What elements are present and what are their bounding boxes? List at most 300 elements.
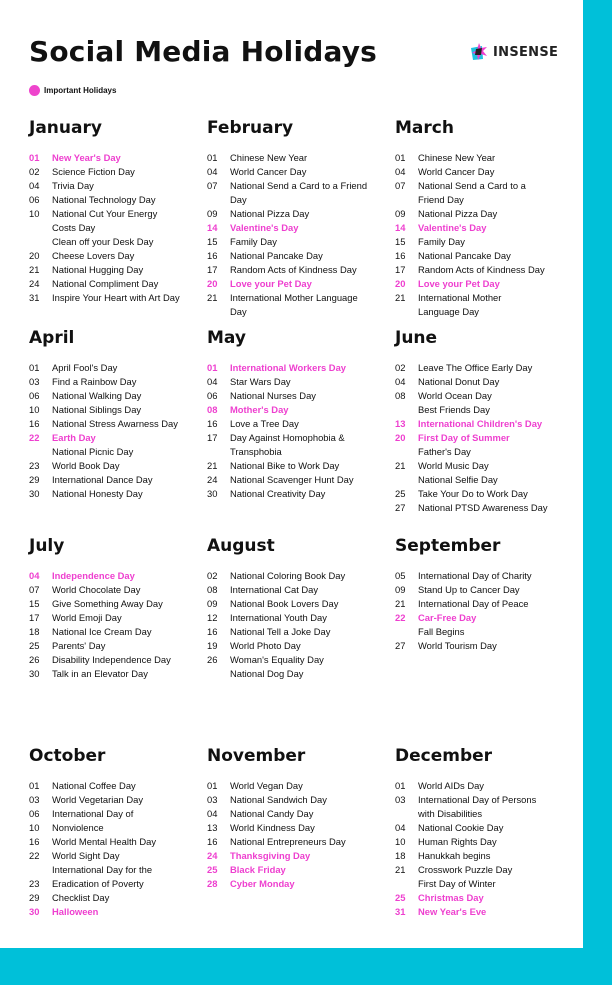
holiday-name: Chinese New Year (418, 152, 496, 163)
holiday-name: Friend Day (418, 194, 464, 205)
holiday-name: Cyber Monday (230, 878, 295, 889)
holiday-item (207, 207, 397, 221)
holiday-list (29, 361, 219, 501)
holiday-day: 06 (29, 808, 40, 819)
holiday-name: Transphobia (230, 446, 282, 457)
holiday-name: World Cancer Day (230, 166, 307, 177)
holiday-day (29, 863, 52, 877)
holiday-item (395, 473, 585, 487)
holiday-day: 01 (207, 780, 218, 791)
holiday-item (29, 445, 219, 459)
star-logo-icon (470, 43, 489, 61)
holiday-day: 16 (207, 836, 218, 847)
holiday-item (29, 291, 219, 305)
holiday-day: 15 (395, 236, 406, 247)
holiday-item (29, 389, 219, 403)
holiday-name: National Nurses Day (230, 390, 316, 401)
holiday-day: 20 (29, 250, 40, 261)
holiday-item (207, 597, 397, 611)
holiday-name: Best Friends Day (418, 404, 490, 415)
holiday-name: National Pizza Day (230, 208, 310, 219)
holiday-name: Earth Day (52, 432, 96, 443)
holiday-day (395, 445, 418, 459)
holiday-item (395, 583, 585, 597)
holiday-name: International Dance Day (52, 474, 153, 485)
holiday-name: Costs Day (52, 222, 96, 233)
holiday-day: 01 (207, 152, 218, 163)
holiday-name: International Cat Day (230, 584, 319, 595)
page-title: Social Media Holidays (29, 35, 378, 68)
holiday-name: Fall Begins (418, 626, 465, 637)
holiday-day: 25 (29, 640, 40, 651)
holiday-item (29, 863, 219, 877)
holiday-name: Day (230, 306, 247, 317)
holiday-item (29, 207, 219, 221)
holiday-name: Thanksgiving Day (230, 850, 311, 861)
holiday-item (395, 487, 585, 501)
holiday-day: 10 (29, 822, 40, 833)
holiday-name: Hanukkah begins (418, 850, 491, 861)
holiday-item-important (395, 221, 585, 235)
holiday-item (207, 583, 397, 597)
month-title: January (29, 118, 102, 138)
holiday-item (207, 779, 397, 793)
holiday-item (29, 807, 219, 821)
holiday-name: Eradication of Poverty (52, 878, 144, 889)
holiday-day: 04 (29, 180, 40, 191)
holiday-name: Star Wars Day (230, 376, 291, 387)
holiday-item (29, 835, 219, 849)
holiday-day: 15 (207, 236, 218, 247)
holiday-day: 15 (29, 598, 40, 609)
holiday-item (395, 193, 585, 207)
holiday-name: First Day of Winter (418, 878, 496, 889)
holiday-day: 16 (207, 626, 218, 637)
holiday-day: 21 (207, 292, 218, 303)
holiday-name: World Music Day (418, 460, 489, 471)
legend (29, 85, 116, 96)
holiday-day: 22 (395, 612, 406, 623)
holiday-day (395, 877, 418, 891)
month-title: April (29, 328, 75, 348)
month-september (395, 536, 585, 653)
holiday-item (29, 221, 219, 235)
holiday-day: 21 (395, 292, 406, 303)
holiday-name: World Book Day (52, 460, 120, 471)
logo-text: INSENSE (493, 44, 559, 60)
holiday-day: 24 (29, 278, 40, 289)
holiday-item-important (29, 151, 219, 165)
holiday-name: Language Day (418, 306, 479, 317)
holiday-name: National Book Lovers Day (230, 598, 339, 609)
holiday-item (29, 417, 219, 431)
holiday-name: Parents' Day (52, 640, 106, 651)
holiday-name: Love your Pet Day (418, 278, 500, 289)
holiday-item (207, 807, 397, 821)
holiday-item-important (207, 849, 397, 863)
holiday-day: 04 (395, 376, 406, 387)
holiday-list (29, 779, 219, 919)
holiday-day: 03 (29, 376, 40, 387)
holiday-day: 21 (395, 864, 406, 875)
holiday-name: Father's Day (418, 446, 471, 457)
holiday-day (207, 305, 230, 319)
holiday-day: 09 (395, 208, 406, 219)
holiday-day: 10 (29, 404, 40, 415)
holiday-name: Day (230, 194, 247, 205)
holiday-item (29, 639, 219, 653)
holiday-name: Science Fiction Day (52, 166, 135, 177)
holiday-day: 26 (207, 654, 218, 665)
holiday-item (29, 877, 219, 891)
month-title: July (29, 536, 65, 556)
holiday-day: 21 (29, 264, 40, 275)
holiday-name: World Mental Health Day (52, 836, 157, 847)
holiday-day: 14 (207, 222, 218, 233)
holiday-day: 05 (395, 570, 406, 581)
holiday-day: 26 (29, 654, 40, 665)
holiday-item-important (29, 569, 219, 583)
holiday-name: Halloween (52, 906, 99, 917)
holiday-day (395, 807, 418, 821)
holiday-day: 03 (29, 794, 40, 805)
holiday-name: Talk in an Elevator Day (52, 668, 148, 679)
month-june (395, 328, 585, 515)
holiday-item (395, 403, 585, 417)
holiday-item (29, 821, 219, 835)
holiday-day (207, 667, 230, 681)
holiday-item (395, 207, 585, 221)
holiday-day: 16 (207, 418, 218, 429)
holiday-day: 22 (29, 432, 40, 443)
holiday-name: Chinese New Year (230, 152, 308, 163)
holiday-name: National Ice Cream Day (52, 626, 152, 637)
holiday-name: Independence Day (52, 570, 135, 581)
holiday-item (207, 151, 397, 165)
holiday-name: International Workers Day (230, 362, 347, 373)
holiday-item (207, 835, 397, 849)
holiday-name: Disability Independence Day (52, 654, 171, 665)
holiday-day: 02 (207, 570, 218, 581)
holiday-day: 03 (207, 794, 218, 805)
holiday-day: 06 (29, 194, 40, 205)
holiday-day: 18 (29, 626, 40, 637)
holiday-day: 08 (207, 584, 218, 595)
holiday-day: 31 (395, 906, 406, 917)
holiday-item (395, 821, 585, 835)
month-july (29, 536, 219, 681)
holiday-day (395, 305, 418, 319)
holiday-day: 12 (207, 612, 218, 623)
holiday-item-important (395, 905, 585, 919)
holiday-day: 30 (207, 488, 218, 499)
holiday-name: National Compliment Day (52, 278, 159, 289)
holiday-day: 29 (29, 892, 40, 903)
holiday-name: National Coffee Day (52, 780, 136, 791)
holiday-name: First Day of Summer (418, 432, 510, 443)
holiday-name: Inspire Your Heart with Art Day (52, 292, 180, 303)
holiday-item-important (29, 905, 219, 919)
holiday-name: Family Day (418, 236, 465, 247)
holiday-name: Take Your Do to Work Day (418, 488, 528, 499)
holiday-day: 19 (207, 640, 218, 651)
holiday-name: World Ocean Day (418, 390, 492, 401)
holiday-day: 02 (395, 362, 406, 373)
holiday-name: International Day of Peace (418, 598, 529, 609)
holiday-name: National Tell a Joke Day (230, 626, 331, 637)
holiday-name: International Day for the (52, 864, 153, 875)
holiday-day: 09 (207, 598, 218, 609)
holiday-name: World Tourism Day (418, 640, 497, 651)
holiday-item (395, 569, 585, 583)
month-january (29, 118, 219, 305)
holiday-item (29, 473, 219, 487)
holiday-item (395, 877, 585, 891)
holiday-name: Random Acts of Kindness Day (230, 264, 357, 275)
holiday-name: Nonviolence (52, 822, 104, 833)
holiday-day: 16 (207, 250, 218, 261)
month-august (207, 536, 397, 681)
holiday-day: 21 (395, 460, 406, 471)
holiday-name: National Honesty Day (52, 488, 143, 499)
holiday-day: 20 (395, 432, 406, 443)
holiday-item (29, 779, 219, 793)
holiday-item (29, 361, 219, 375)
holiday-name: Clean off your Desk Day (52, 236, 154, 247)
insense-logo (470, 43, 558, 61)
holiday-list (207, 779, 397, 891)
holiday-day: 30 (29, 488, 40, 499)
holiday-name: National Bike to Work Day (230, 460, 340, 471)
holiday-day: 07 (395, 180, 406, 191)
holiday-name: April Fool's Day (52, 362, 118, 373)
holiday-item (207, 389, 397, 403)
holiday-name: National Cookie Day (418, 822, 504, 833)
holiday-name: International Children's Day (418, 418, 543, 429)
holiday-day: 01 (395, 152, 406, 163)
holiday-item (395, 807, 585, 821)
holiday-day: 04 (29, 570, 40, 581)
holiday-item-important (207, 863, 397, 877)
holiday-item-important (29, 431, 219, 445)
holiday-name: Give Something Away Day (52, 598, 163, 609)
holiday-item (207, 417, 397, 431)
holiday-item (395, 779, 585, 793)
holiday-item (395, 445, 585, 459)
holiday-day (395, 193, 418, 207)
holiday-day: 13 (207, 822, 218, 833)
holiday-day: 01 (29, 780, 40, 791)
holiday-item (207, 667, 397, 681)
holiday-list (395, 779, 585, 919)
holiday-item (395, 375, 585, 389)
holiday-item (207, 193, 397, 207)
holiday-day: 20 (207, 278, 218, 289)
holiday-day: 10 (395, 836, 406, 847)
holiday-day: 01 (29, 362, 40, 373)
holiday-name: Valentine's Day (230, 222, 299, 233)
holiday-day: 16 (29, 836, 40, 847)
holiday-name: Human Rights Day (418, 836, 497, 847)
month-title: March (395, 118, 454, 138)
holiday-name: Random Acts of Kindness Day (418, 264, 545, 275)
holiday-day: 08 (207, 404, 218, 415)
holiday-name: Love your Pet Day (230, 278, 312, 289)
holiday-day: 17 (29, 612, 40, 623)
holiday-name: National Pizza Day (418, 208, 498, 219)
holiday-day: 30 (29, 906, 40, 917)
holiday-item (29, 611, 219, 625)
holiday-item (29, 235, 219, 249)
month-title: August (207, 536, 275, 556)
holiday-name: World Kindness Day (230, 822, 315, 833)
holiday-name: National Coloring Book Day (230, 570, 346, 581)
holiday-item-important (207, 877, 397, 891)
holiday-name: Black Friday (230, 864, 286, 875)
legend-label: Important Holidays (44, 86, 117, 95)
holiday-list (395, 361, 585, 515)
holiday-day: 25 (207, 864, 218, 875)
month-title: October (29, 746, 106, 766)
holiday-day: 07 (207, 180, 218, 191)
holiday-day: 22 (29, 850, 40, 861)
holiday-day: 17 (207, 432, 218, 443)
holiday-day: 29 (29, 474, 40, 485)
holiday-item (207, 459, 397, 473)
holiday-list (29, 569, 219, 681)
holiday-item (395, 389, 585, 403)
month-december (395, 746, 585, 919)
holiday-item (29, 375, 219, 389)
holiday-item (207, 291, 397, 305)
holiday-name: National Selfie Day (418, 474, 498, 485)
holiday-day: 09 (207, 208, 218, 219)
holiday-name: World Cancer Day (418, 166, 495, 177)
holiday-name: National Send a Card to a (418, 180, 526, 191)
holiday-day: 24 (207, 850, 218, 861)
holiday-item (395, 305, 585, 319)
holiday-item-important (395, 431, 585, 445)
holiday-name: New Year's Day (52, 152, 121, 163)
holiday-list (207, 151, 397, 319)
holiday-day: 16 (29, 418, 40, 429)
holiday-item (207, 305, 397, 319)
holiday-day: 21 (207, 460, 218, 471)
holiday-item (207, 821, 397, 835)
holiday-item (207, 375, 397, 389)
holiday-name: National Creativity Day (230, 488, 326, 499)
holiday-item-important (207, 403, 397, 417)
holiday-name: National Pancake Day (418, 250, 511, 261)
holiday-day: 23 (29, 460, 40, 471)
holiday-day: 06 (29, 390, 40, 401)
holiday-name: National PTSD Awareness Day (418, 502, 548, 513)
holiday-item (395, 849, 585, 863)
holiday-name: National Picnic Day (52, 446, 134, 457)
holiday-name: Checklist Day (52, 892, 110, 903)
holiday-item-important (395, 417, 585, 431)
holiday-list (207, 361, 397, 501)
holiday-day: 16 (395, 250, 406, 261)
holiday-day (395, 403, 418, 417)
holiday-item (29, 249, 219, 263)
holiday-day: 31 (29, 292, 40, 303)
holiday-item (395, 151, 585, 165)
holiday-item (207, 249, 397, 263)
holiday-day: 04 (395, 822, 406, 833)
holiday-item (29, 179, 219, 193)
holiday-day: 01 (395, 780, 406, 791)
holiday-name: New Year's Eve (418, 906, 487, 917)
holiday-day: 01 (29, 152, 40, 163)
holiday-item-important (395, 891, 585, 905)
month-april (29, 328, 219, 501)
holiday-day: 30 (29, 668, 40, 679)
holiday-day (29, 235, 52, 249)
holiday-item (207, 625, 397, 639)
holiday-item (395, 361, 585, 375)
holiday-name: Love a Tree Day (230, 418, 299, 429)
holiday-day: 21 (395, 598, 406, 609)
holiday-name: International Day of Charity (418, 570, 532, 581)
holiday-name: National Candy Day (230, 808, 314, 819)
holiday-item (29, 891, 219, 905)
holiday-name: Trivia Day (52, 180, 94, 191)
holiday-list (395, 151, 585, 319)
holiday-name: National Technology Day (52, 194, 156, 205)
holiday-day: 14 (395, 222, 406, 233)
holiday-name: Cheese Lovers Day (52, 250, 135, 261)
holiday-day: 23 (29, 878, 40, 889)
holiday-name: National Sandwich Day (230, 794, 327, 805)
holiday-item (29, 667, 219, 681)
holiday-item-important (395, 277, 585, 291)
month-march (395, 118, 585, 319)
holiday-day: 25 (395, 488, 406, 499)
holiday-name: National Stress Awarness Day (52, 418, 178, 429)
holiday-day: 27 (395, 502, 406, 513)
holiday-name: National Pancake Day (230, 250, 323, 261)
holiday-item (29, 403, 219, 417)
holiday-name: Leave The Office Early Day (418, 362, 533, 373)
holiday-day (395, 473, 418, 487)
holiday-item (207, 165, 397, 179)
holiday-item (207, 473, 397, 487)
holiday-day: 24 (207, 474, 218, 485)
holiday-item (207, 611, 397, 625)
important-dot-icon (29, 85, 40, 96)
holiday-name: World Vegan Day (230, 780, 303, 791)
holiday-item (29, 165, 219, 179)
holiday-name: National Walking Day (52, 390, 142, 401)
holiday-day: 01 (207, 362, 218, 373)
holiday-item (207, 487, 397, 501)
holiday-list (395, 569, 585, 653)
holiday-name: International Mother Language (230, 292, 358, 303)
holiday-day (29, 445, 52, 459)
holiday-item (207, 235, 397, 249)
month-title: November (207, 746, 306, 766)
month-title: June (395, 328, 438, 348)
holiday-name: World Emoji Day (52, 612, 122, 623)
holiday-day: 04 (207, 166, 218, 177)
holiday-name: World Chocolate Day (52, 584, 141, 595)
holiday-name: International Day of Persons (418, 794, 537, 805)
holiday-item (395, 165, 585, 179)
holiday-day: 04 (395, 166, 406, 177)
month-february (207, 118, 397, 319)
holiday-item (395, 501, 585, 515)
